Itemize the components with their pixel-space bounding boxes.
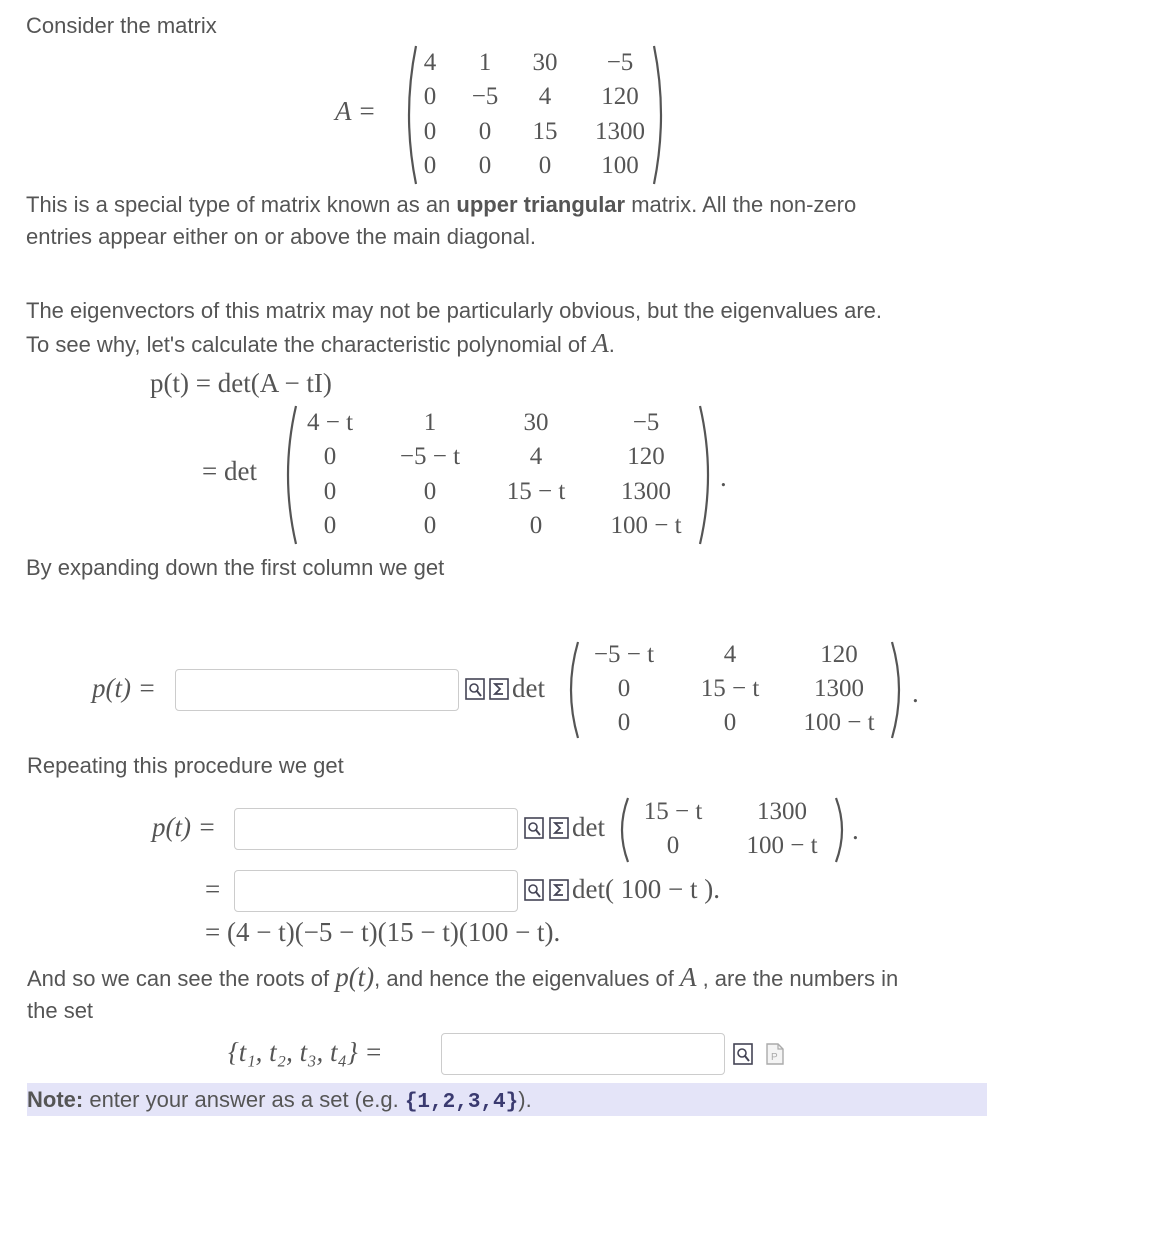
poly-matrix-right-paren [696,404,718,546]
para2-end: . [608,332,615,357]
para1-line2: entries appear either on or above the main diagonal. [26,224,537,249]
matrix-cell: 0 [323,478,337,505]
matrix-cell: 1300 [814,675,864,702]
matrix-cell: 0 [423,83,437,110]
matrix-a-label: A = [335,96,376,126]
step1-answer-input[interactable] [175,669,459,711]
matrix-cell: 0 [478,152,492,179]
matrix-cell: 1300 [757,798,807,825]
matrix-cell: 120 [627,443,665,470]
para1-before: This is a special type of matrix known as an [26,192,457,217]
matrix-cell: −5 − t [399,443,461,470]
para1-bold: upper triangular [456,192,626,217]
matrix-cell: 15 − t [643,798,703,825]
matrix-cell: 1300 [621,478,671,505]
step3-answer-input[interactable] [234,870,518,912]
note-end: ). [518,1087,532,1112]
step2-period: . [852,815,859,845]
step2-right-paren [832,796,850,864]
matrix-cell: −5 − t [593,641,655,668]
matrix-cell: 4 [423,49,437,76]
step2-det: det [572,812,605,842]
note-text: enter your answer as a set (e.g. [83,1087,405,1112]
preview-icon[interactable] [524,879,544,901]
matrix-cell: −5 [632,409,660,436]
roots-var: A [679,962,697,992]
matrix-cell: 0 [478,118,492,145]
svg-text:P: P [771,1052,778,1063]
poly-definition: p(t) = det(A − tI) [150,368,332,398]
format-help-icon[interactable] [765,1043,785,1065]
matrix-cell: 4 [723,641,737,668]
matrix-cell: 4 [538,83,552,110]
matrix-cell: 0 [423,512,437,539]
preview-icon[interactable] [465,678,485,700]
matrix-cell: 120 [820,641,858,668]
matrix-cell: 100 − t [610,512,682,539]
note-example: {1,2,3,4} [404,1091,519,1114]
matrix-cell: −5 [471,83,499,110]
poly-eq-det: = det [202,456,257,486]
roots-line2: the set [27,998,94,1023]
matrix-cell: 100 − t [803,709,875,736]
equation-editor-icon[interactable] [549,817,569,839]
matrix-cell: 0 [423,118,437,145]
matrix-cell: 0 [538,152,552,179]
paragraph-eigenvalues [26,295,1126,361]
step1-period: . [912,678,919,708]
matrix-cell: 0 [617,709,631,736]
matrix-cell: −5 [606,49,634,76]
step1-right-paren [888,640,908,740]
step4-factored: = (4 − t)(−5 − t)(15 − t)(100 − t). [205,917,561,947]
step3-det-expr: det( 100 − t ). [572,874,720,904]
matrix-cell: 1 [423,409,437,436]
matrix-cell: 0 [423,478,437,505]
matrix-cell: 0 [723,709,737,736]
para2-line2: To see why, let's calculate the characteristic polynomial of [26,332,593,357]
preview-icon[interactable] [524,817,544,839]
eigenvalue-set-input[interactable] [441,1033,725,1075]
roots-after: , are the numbers in [696,966,899,991]
step2-answer-input[interactable] [234,808,518,850]
matrix-cell: 0 [529,512,543,539]
equation-editor-icon[interactable] [549,879,569,901]
matrix-cell: 0 [666,832,680,859]
para2-var: A [592,328,609,358]
expand-text: By expanding down the first column we get [26,555,445,580]
step2-lhs: p(t) = [152,812,216,842]
note-box [27,1083,987,1116]
roots-before: And so we can see the roots of [27,966,336,991]
matrix-cell: 15 [532,118,558,145]
matrix-cell: 0 [423,152,437,179]
para2-line1: The eigenvectors of this matrix may not be particularly obvious, but the eigenvalues are. [26,298,883,323]
roots-middle: , and hence the eigenvalues of [374,966,680,991]
matrix-cell: 100 [601,152,639,179]
matrix-cell: 30 [523,409,549,436]
intro-text: Consider the matrix [26,13,217,38]
matrix-cell: 4 − t [306,409,354,436]
matrix-cell: 100 − t [746,832,818,859]
repeat-text: Repeating this procedure we get [27,753,344,778]
matrix-cell: 30 [532,49,558,76]
matrix-cell: 1300 [595,118,645,145]
matrix-cell: 4 [529,443,543,470]
matrix-cell: 15 − t [506,478,566,505]
roots-pt: p(t) [335,962,375,992]
matrix-cell: 1 [478,49,492,76]
step1-det: det [512,673,545,703]
answer-lhs: {t₁, t₂, t₃, t₄} = [228,1037,383,1067]
step1-lhs: p(t) = [92,673,156,703]
roots-text [27,961,1127,1027]
matrix-cell: 0 [323,512,337,539]
poly-period: . [720,462,727,492]
matrix-cell: 15 − t [700,675,760,702]
paragraph-upper-triangular [26,189,1126,253]
para1-after: matrix. All the non-zero [625,192,857,217]
matrix-cell: 0 [617,675,631,702]
step3-eq: = [205,874,221,904]
note-label: Note: [27,1087,84,1112]
equation-editor-icon[interactable] [489,678,509,700]
preview-icon[interactable] [733,1043,753,1065]
matrix-cell: 120 [601,83,639,110]
matrix-cell: 0 [323,443,337,470]
